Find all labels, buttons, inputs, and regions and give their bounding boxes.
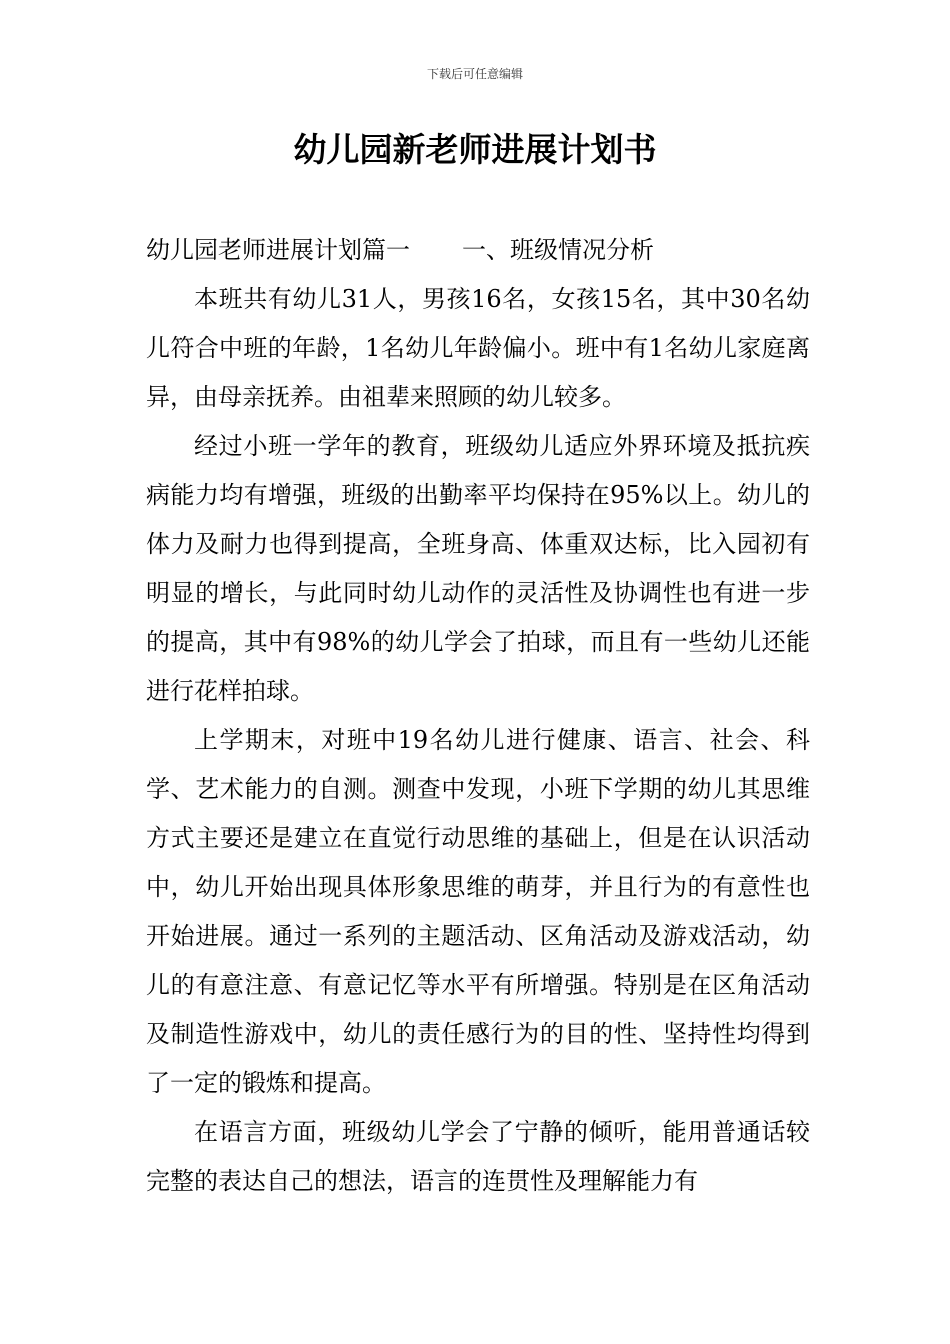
document-title: 幼儿园新老师进展计划书 xyxy=(293,130,657,169)
lead-line xyxy=(146,226,810,275)
lead-section-title: 幼儿园老师进展计划篇一 xyxy=(146,236,410,264)
paragraph-language: 在语言方面，班级幼儿学会了宁静的倾听，能用普通话较完整的表达自己的想法，语言的连贯性及理解能力有 xyxy=(146,1118,810,1195)
lead-subheading: 一、班级情况分析 xyxy=(462,236,654,264)
header-note: 下载后可任意编辑 xyxy=(426,67,523,81)
paragraph-class-size: 本班共有幼儿31人，男孩16名，女孩15名，其中30名幼儿符合中班的年龄，1名幼儿年龄偏小。班中有1名幼儿家庭离异，由母亲抚养。由祖辈来照顾的幼儿较多。 xyxy=(146,285,810,411)
paragraph-cognition: 上学期末，对班中19名幼儿进行健康、语言、社会、科学、艺术能力的自测。测查中发现，小班下学期的幼儿其思维方式主要还是建立在直觉行动思维的基础上，但是在认识活动中，幼儿开始出现具体形象思维的萌芽，并且行为的有意性也开始进展。通过一系列的主题活动、区角活动及游戏活动，幼儿的有意注意、有意记忆等水平有所增强。特别是在区角活动及制造性游戏中，幼儿的责任感行为的目的性、坚持性均得到了一定的锻炼和提高。 xyxy=(146,726,810,1097)
paragraph-health: 经过小班一学年的教育，班级幼儿适应外界环境及抵抗疾病能力均有增强，班级的出勤率平均保持在95%以上。幼儿的体力及耐力也得到提高，全班身高、体重双达标，比入园初有明显的增长，与此同时幼儿动作的灵活性及协调性也有进一步的提高，其中有98%的幼儿学会了拍球，而且有一些幼儿还能进行花样拍球。 xyxy=(146,432,810,705)
document-body xyxy=(146,226,810,1206)
